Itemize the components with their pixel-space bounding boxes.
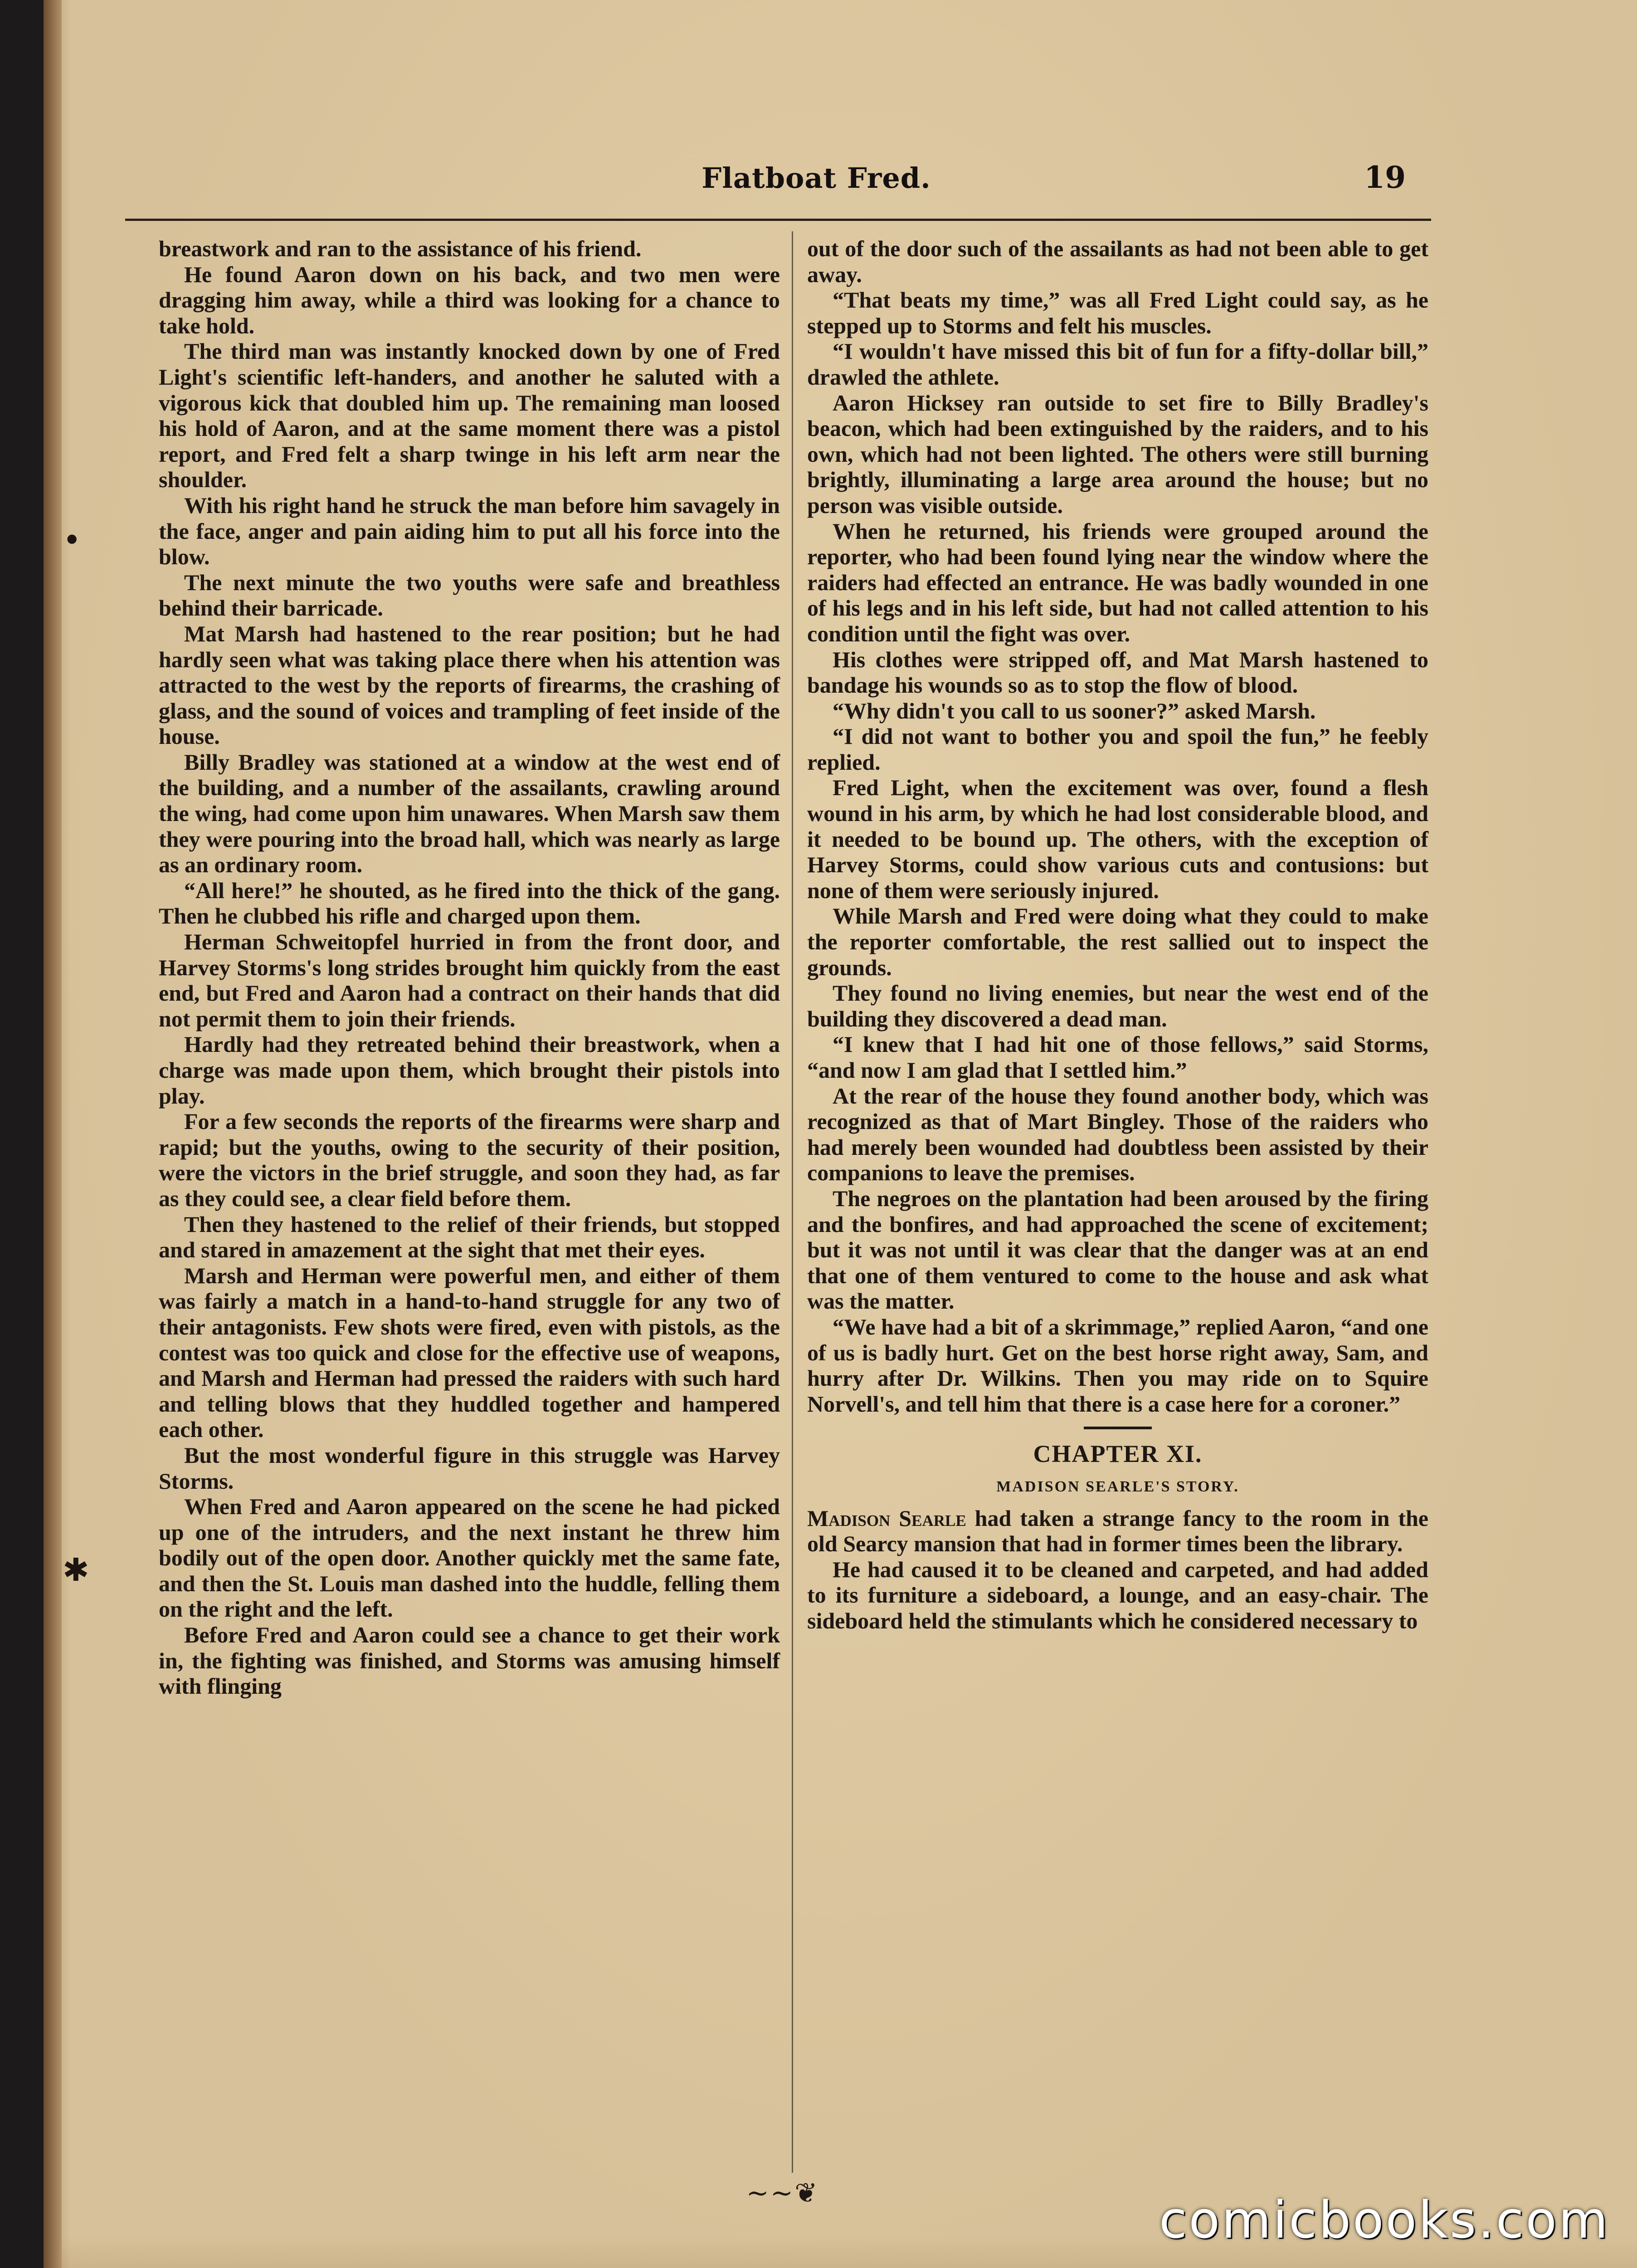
paragraph: Then they hastened to the relief of their friends, but stopped and stared in amazement at the sight that met their eyes. <box>159 1211 780 1263</box>
chapter-opening-paragraph <box>807 1505 1428 1557</box>
chapter-title: CHAPTER XI. <box>1033 1440 1203 1468</box>
paragraph: But the most wonderful figure in this struggle was Harvey Storms. <box>159 1442 780 1494</box>
header-rule <box>125 219 1431 221</box>
paragraph: He had caused it to be cleaned and carpeted, and had added to its furniture a sideboard, a lounge, and an easy-chair. The sideboard held the stimulants which he considered necessary to <box>807 1556 1428 1633</box>
chapter-lead-words: Madison Searle <box>807 1505 966 1531</box>
paragraph: “I did not want to bother you and spoil the fun,” he feebly replied. <box>807 723 1428 775</box>
paragraph: Fred Light, when the excitement was over, found a flesh wound in his arm, by which he had lost considerable blood, and it needed to be bound up. The others, with the exception of Harvey Storms, could show various cuts and contusions: but none of them were seriously injured. <box>807 775 1428 903</box>
section-rule <box>1084 1427 1152 1429</box>
paragraph: Billy Bradley was stationed at a window at the west end of the building, and a number of the assailants, crawling around the wing, had come upon him unawares. When Marsh saw them they were pouring into the broad hall, which was nearly as large as an ordinary room. <box>159 749 780 878</box>
site-watermark: comicbooks.com <box>1159 2191 1610 2250</box>
right-column <box>807 236 1428 1633</box>
paragraph: “I knew that I had hit one of those fellows,” said Storms, “and now I am glad that I settled him.” <box>807 1031 1428 1083</box>
paragraph: “All here!” he shouted, as he fired into the thick of the gang. Then he clubbed his rifle and charged upon them. <box>159 877 780 929</box>
paragraph: “Why didn't you call to us sooner?” asked Marsh. <box>833 698 1316 723</box>
page-number: 19 <box>1364 160 1406 195</box>
page-spine <box>44 0 62 2268</box>
paragraph: When he returned, his friends were grouped around the reporter, who had been found lying near the window where the raiders had effected an entrance. He was badly wounded in one of his legs and in his left side, but had not called attention to his condition until the fight was over. <box>807 518 1428 646</box>
paragraph: He found Aaron down on his back, and two men were dragging him away, while a third was looking for a chance to take hold. <box>159 261 780 338</box>
paragraph: Hardly had they retreated behind their breastwork, when a charge was made upon them, which brought their pistols into play. <box>159 1031 780 1109</box>
paragraph: out of the door such of the assailants as had not been able to get away. <box>807 236 1428 287</box>
paragraph: They found no living enemies, but near the west end of the building they discovered a dead man. <box>807 980 1428 1031</box>
paragraph: The third man was instantly knocked down by one of Fred Light's scientific left-handers, and another he saluted with a vigorous kick that doubled him up. The remaining man loosed his hold of Aaron, and at the same moment there was a pistol report, and Fred felt a sharp twinge in his left arm near the shoulder. <box>159 338 780 493</box>
paragraph: Marsh and Herman were powerful men, and either of them was fairly a match in a hand-to-hand struggle for any two of their antagonists. Few shots were fired, even with pistols, as the contest was too quick and close for the effective use of weapons, and Marsh and Herman had pressed the raiders with such hard and telling blows that they huddled together and hampered each other. <box>159 1262 780 1442</box>
paragraph: “I wouldn't have missed this bit of fun for a fifty-dollar bill,” drawled the athlete. <box>807 338 1428 390</box>
chapter-subtitle: MADISON SEARLE'S STORY. <box>996 1478 1239 1495</box>
paragraph: For a few seconds the reports of the firearms were sharp and rapid; but the youths, owing to the security of their position, were the victors in the brief struggle, and soon they had, as far as they could see, a clear field before them. <box>159 1109 780 1211</box>
left-column <box>159 236 780 1699</box>
paragraph: The next minute the two youths were safe and breathless behind their barricade. <box>159 569 780 621</box>
paragraph: breastwork and ran to the assistance of his friend. <box>159 236 642 261</box>
paragraph: “That beats my time,” was all Fred Light could say, as he stepped up to Storms and felt his muscles. <box>807 287 1428 338</box>
staple-mark: ✱ <box>63 1551 89 1589</box>
running-title: Flatboat Fred. <box>702 161 931 195</box>
staple-mark: • <box>63 522 82 559</box>
paragraph: With his right hand he struck the man before him savagely in the face, anger and pain aiding him to put all his force into the blow. <box>159 492 780 570</box>
paragraph: “We have had a bit of a skrimmage,” replied Aaron, “and one of us is badly hurt. Get on the best horse right away, Sam, and hurry after Dr. Wilkins. Then you may ride on to Squire Norvell's, and tell him that there is a case here for a coroner.” <box>807 1314 1428 1417</box>
paragraph: Before Fred and Aaron could see a chance to get their work in, the fighting was finished, and Storms was amusing himself with flinging <box>159 1622 780 1699</box>
paragraph: Aaron Hicksey ran outside to set fire to Billy Bradley's beacon, which had been extinguished by the raiders, and to his own, which had not been lighted. The others were still burning brightly, illuminating a large area around the house; but no person was visible outside. <box>807 390 1428 518</box>
column-divider <box>792 231 793 2173</box>
paragraph: His clothes were stripped off, and Mat Marsh hastened to bandage his wounds so as to stop the flow of blood. <box>807 646 1428 698</box>
paragraph: Mat Marsh had hastened to the rear position; but he had hardly seen what was taking place there when his attention was attracted to the west by the reports of firearms, the crashing of glass, and the sound of voices and trampling of feet inside of the house. <box>159 621 780 749</box>
paragraph: At the rear of the house they found another body, which was recognized as that of Mart Bingley. Those of the raiders who had merely been wounded had doubtless been assisted by their companions to leave the premises. <box>807 1083 1428 1186</box>
printer-ornament: ~ ~ ❦ <box>746 2177 814 2209</box>
paragraph: When Fred and Aaron appeared on the scene he had picked up one of the intruders, and the next instant he threw him bodily out of the open door. Another quickly met the same fate, and then the St. Louis man dashed into the huddle, felling them on the right and the left. <box>159 1494 780 1622</box>
paragraph: The negroes on the plantation had been aroused by the firing and the bonfires, and had approached the scene of excitement; but it was not until it was clear that the danger was at an end that one of them ventured to come to the house and ask what was the matter. <box>807 1185 1428 1314</box>
paragraph: While Marsh and Fred were doing what they could to make the reporter comfortable, the rest sallied out to inspect the grounds. <box>807 903 1428 980</box>
paragraph-text: had taken a strange fancy to the room in the old Searcy mansion that had in former times been the library. <box>807 1505 1428 1557</box>
paragraph: Herman Schweitopfel hurried in from the front door, and Harvey Storms's long strides brought him quickly from the east end, but Fred and Aaron had a contract on their hands that did not permit them to join their friends. <box>159 929 780 1031</box>
